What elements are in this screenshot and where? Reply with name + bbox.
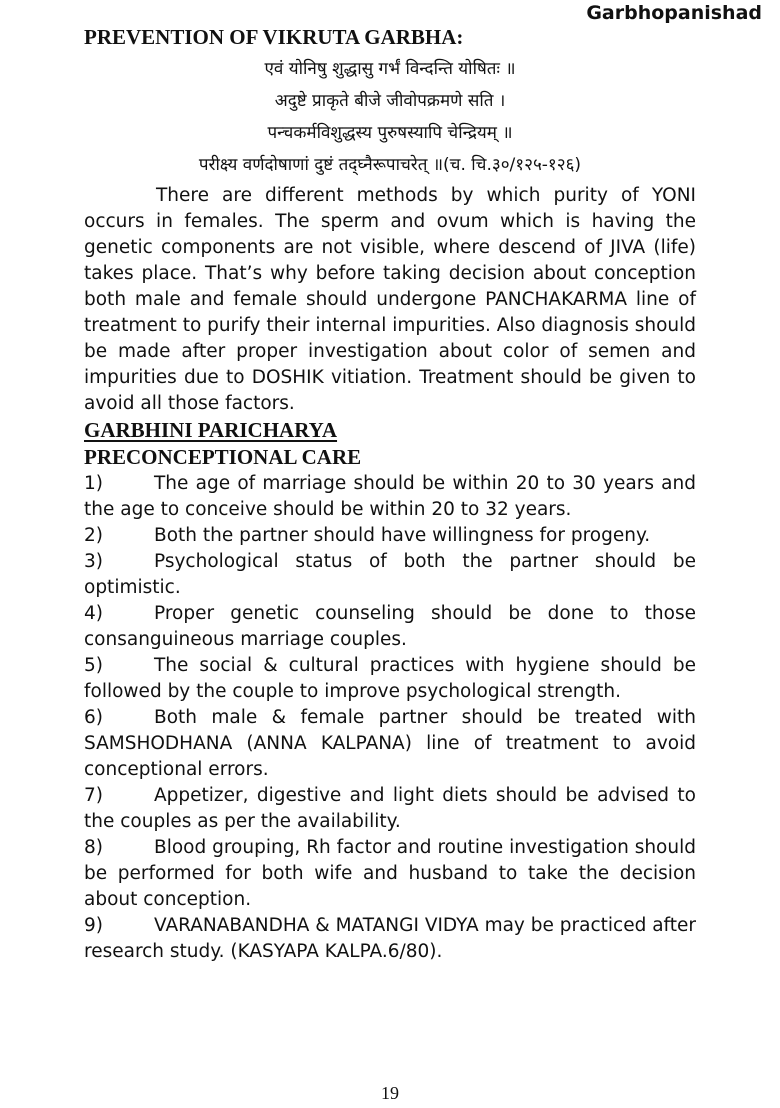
list-text: The social & cultural practices with hygiene should be followed by the couple to improve psychological strength. [84,655,696,702]
subheading-preconceptional-care: PRECONCEPTIONAL CARE [84,445,362,469]
verse-line: अदुष्टे प्राकृते बीजे जीवोपक्रमणे सति । [274,91,506,111]
sanskrit-verse-block [84,53,696,181]
body-paragraph: There are different methods by which purity of YONI occurs in females. The sperm and ovum which is having the genetic components are not visible, where descend of JIVA (life) takes place. That’s why before taking decision about conception both male and female should undergone PANCHAKARMA line of treatment to purify their internal impurities. Also diagnosis should be made after proper investigation about color of semen and impurities due to DOSHIK vitiation. Treatment should be given to avoid all those factors. [84,185,696,414]
list-item [84,549,696,601]
verse-line: परीक्ष्य वर्णदोषाणां दुष्टं तद्घ्नैरूपाचरेत् ॥(च. चि.३०/१२५-१२६) [198,155,582,175]
verse-line: पन्चकर्मविशुद्धस्य पुरुषस्यापि चेन्द्रियम् ॥ [267,123,513,143]
list-number: 1) [84,473,103,494]
list-item [84,913,696,965]
page-content [84,24,696,965]
list-text: The age of marriage should be within 20 to 30 years and the age to conceive should be within 20 to 32 years. [84,473,696,520]
list-item [84,653,696,705]
list-number: 3) [84,551,103,572]
list-number: 8) [84,837,103,858]
list-item [84,835,696,913]
list-text: Psychological status of both the partner should be optimistic. [84,551,696,598]
list-item [84,523,696,549]
running-head: Garbhopanishad [586,2,762,24]
list-number: 6) [84,707,103,728]
list-number: 4) [84,603,103,624]
list-number: 9) [84,915,103,936]
list-item [84,705,696,783]
list-item [84,471,696,523]
list-number: 5) [84,655,103,676]
list-text: Both male & female partner should be treated with SAMSHODHANA (ANNA KALPANA) line of treatment to avoid conceptional errors. [84,707,696,780]
section-heading-prevention: PREVENTION OF VIKRUTA GARBHA: [84,25,464,49]
list-text: Appetizer, digestive and light diets should be advised to the couples as per the availability. [84,785,696,832]
page-number: 19 [381,1083,399,1103]
list-text: Proper genetic counseling should be done to those consanguineous marriage couples. [84,603,696,650]
list-item [84,601,696,653]
care-list [84,471,696,965]
section-heading-garbhini-paricharya: GARBHINI PARICHARYA [84,418,338,442]
list-number: 2) [84,525,103,546]
list-text: VARANABANDHA & MATANGI VIDYA may be practiced after research study. (KASYAPA KALPA.6/80). [84,915,696,962]
list-text: Both the partner should have willingness for progeny. [154,525,651,546]
list-number: 7) [84,785,103,806]
list-item [84,783,696,835]
verse-line: एवं योनिषु शुद्धासु गर्भं विन्दन्ति योषितः ॥ [264,59,516,79]
list-text: Blood grouping, Rh factor and routine investigation should be performed for both wife and husband to take the decision about conception. [84,837,696,910]
